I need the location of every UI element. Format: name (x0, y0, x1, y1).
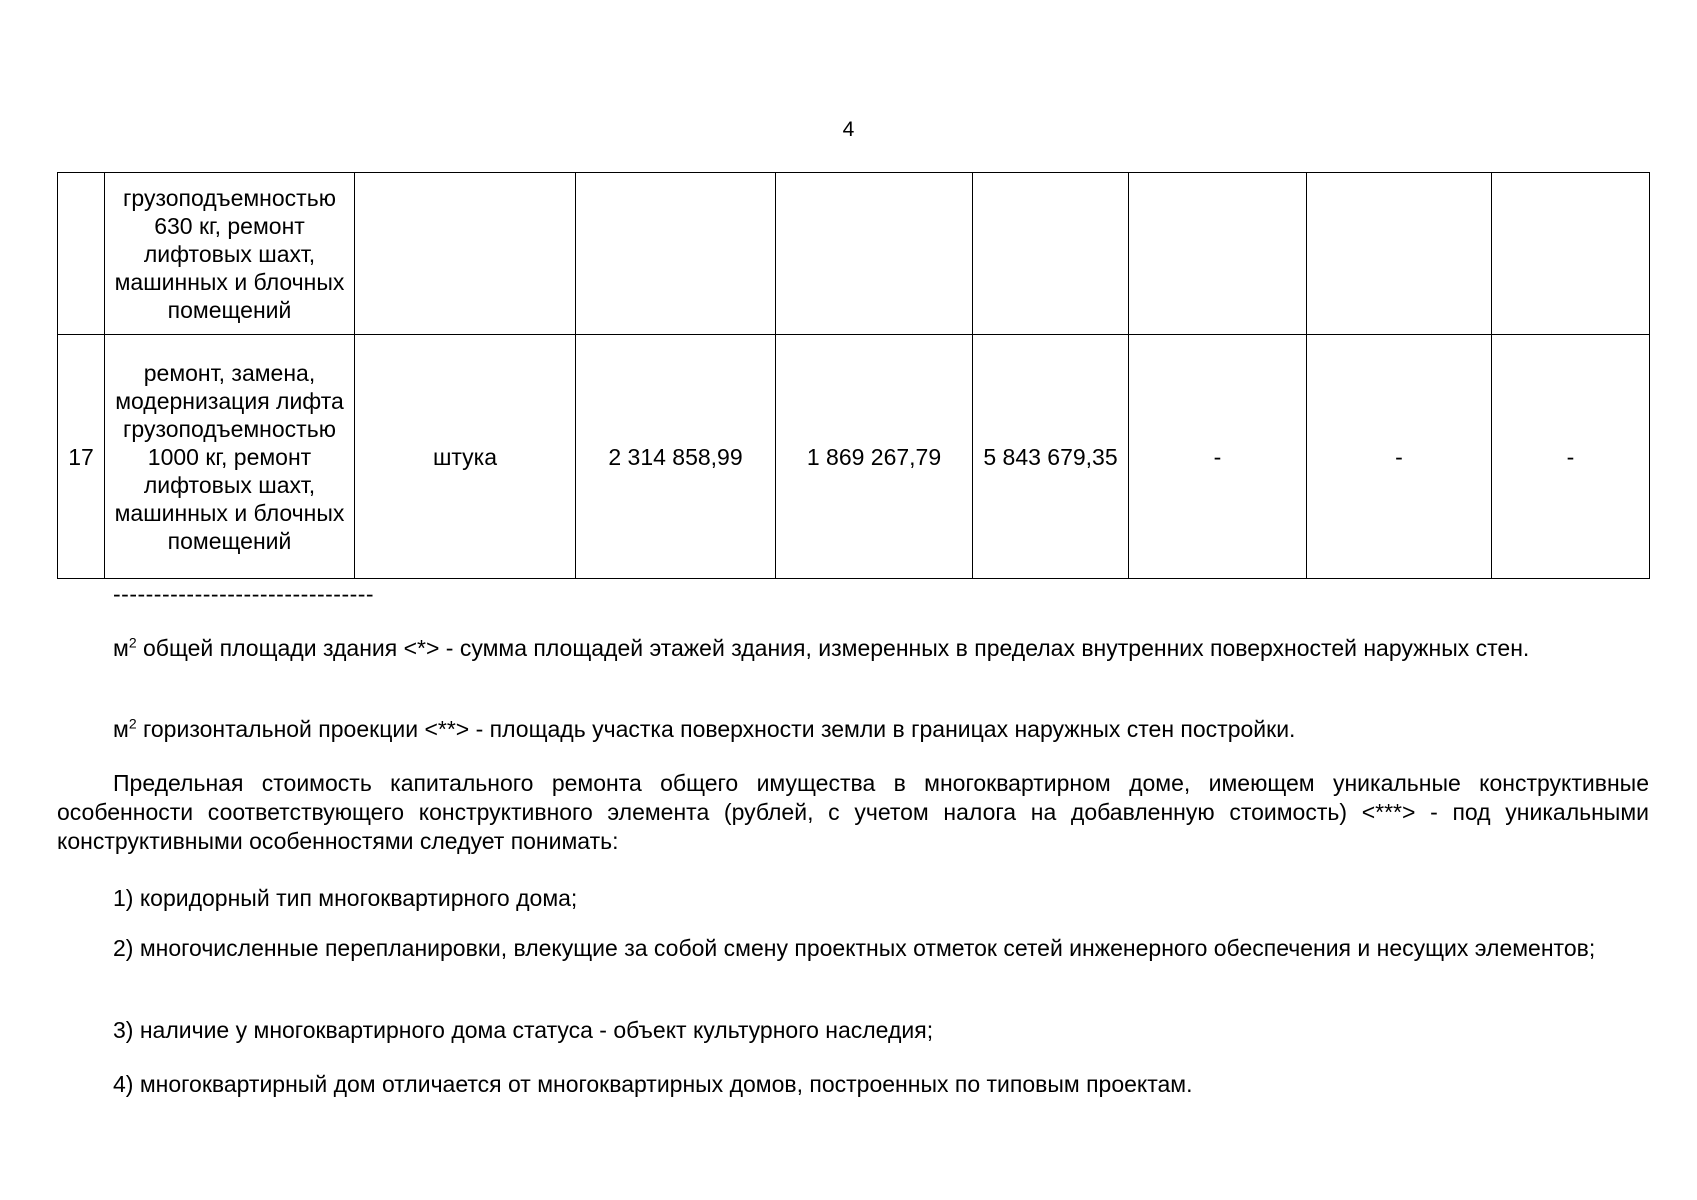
value-cell (1307, 173, 1492, 335)
footnote-separator: -------------------------------- (113, 581, 375, 607)
description-cell: ремонт, замена, модернизация лифта грузоподъемностью 1000 кг, ремонт лифтовых шахт, машинных и блочных помещений (105, 335, 355, 579)
value-cell: 2 314 858,99 (576, 335, 776, 579)
note-total-area (57, 634, 1649, 663)
page-number: 4 (842, 118, 855, 141)
value-cell (1129, 173, 1307, 335)
unit-cell: штука (355, 335, 576, 579)
note-unit: м (113, 716, 129, 742)
list-item: 4) многоквартирный дом отличается от многоквартирных домов, построенных по типовым проектам. (113, 1071, 1193, 1097)
table-row (58, 335, 1650, 579)
note-unit-superscript: 2 (128, 634, 137, 651)
cost-table (57, 172, 1650, 579)
value-cell: - (1129, 335, 1307, 579)
value-cell: 1 869 267,79 (776, 335, 973, 579)
description-cell: грузоподъемностью 630 кг, ремонт лифтовых шахт, машинных и блочных помещений (105, 173, 355, 335)
row-number-cell: 17 (58, 335, 105, 579)
note-unit-superscript: 2 (128, 715, 137, 732)
note-unique-features: Предельная стоимость капитального ремонта общего имущества в многоквартирном доме, имеющем уникальные конструктивные особенности соответствующего конструктивного элемента (рублей, с учетом налога на добавленную стоимость) <***> - под уникальными конструктивными особенностями следует понимать: (57, 770, 1649, 854)
value-cell: - (1492, 335, 1650, 579)
value-cell (576, 173, 776, 335)
list-item: 1) коридорный тип многоквартирного дома; (113, 885, 578, 911)
list-item: 3) наличие у многоквартирного дома статуса - объект культурного наследия; (113, 1017, 934, 1043)
value-cell (776, 173, 973, 335)
value-cell (973, 173, 1129, 335)
list-item: 2) многочисленные перепланировки, влекущие за собой смену проектных отметок сетей инженерного обеспечения и несущих элементов; (113, 935, 1596, 961)
note-text: общей площади здания <*> - сумма площадей этажей здания, измеренных в пределах внутренних поверхностей наружных стен. (136, 635, 1530, 661)
note-horizontal-projection (57, 715, 1649, 744)
value-cell (1492, 173, 1650, 335)
value-cell: - (1307, 335, 1492, 579)
note-text: горизонтальной проекции <**> - площадь участка поверхности земли в границах наружных стен постройки. (136, 716, 1296, 742)
value-cell: 5 843 679,35 (973, 335, 1129, 579)
row-number-cell (58, 173, 105, 335)
note-unit: м (113, 635, 129, 661)
unit-cell (355, 173, 576, 335)
table-row (58, 173, 1650, 335)
